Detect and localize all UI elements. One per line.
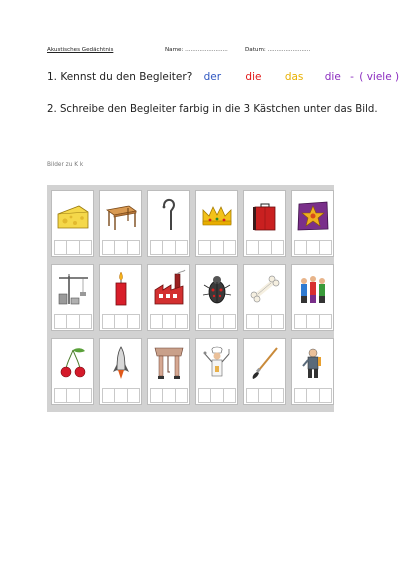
- candle-icon: [103, 268, 139, 310]
- picture-card-hook: [147, 190, 190, 257]
- factory-icon: [151, 268, 187, 310]
- article-dash: -: [350, 71, 354, 83]
- picture-card-cheese: [51, 190, 94, 257]
- picture-card-table: [99, 190, 142, 257]
- cherries-icon: [55, 342, 91, 384]
- article-die: die: [245, 71, 262, 83]
- worksheet-title: Akustisches Gedächtnis: [47, 47, 114, 53]
- cook-icon: [199, 342, 235, 384]
- children-group-icon: [295, 268, 331, 310]
- article-viele: ( viele ): [359, 71, 400, 83]
- bone-icon: [247, 268, 283, 310]
- date-field-label: Datum: ........................: [245, 47, 311, 53]
- picture-card-beetle: [195, 264, 238, 331]
- suitcase-icon: [247, 194, 283, 236]
- beetle-icon: [199, 268, 235, 310]
- picture-card-brush: [243, 338, 286, 405]
- picture-card-diver: [291, 338, 334, 405]
- task-2: 2. Schreibe den Begleiter farbig in die 3 Kästchen unter das Bild.: [47, 104, 378, 115]
- crane-icon: [55, 268, 91, 310]
- star-blanket-icon: [295, 194, 331, 236]
- picture-card-factory: [147, 264, 190, 331]
- picture-card-star-blanket: [291, 190, 334, 257]
- picture-card-suitcase: [243, 190, 286, 257]
- article-das: das: [284, 71, 304, 83]
- picture-card-crane: [51, 264, 94, 331]
- diver-icon: [295, 342, 331, 384]
- hook-icon: [151, 194, 187, 236]
- name-field-label: Name: ........................: [165, 47, 228, 53]
- crown-icon: [199, 194, 235, 236]
- article-die-plural: die: [324, 71, 341, 83]
- picture-card-cook: [195, 338, 238, 405]
- task-1: [47, 71, 399, 83]
- picture-card-bone: [243, 264, 286, 331]
- article-der: der: [203, 71, 222, 83]
- rocket-icon: [103, 342, 139, 384]
- picture-card-children: [291, 264, 334, 331]
- picture-card-cherries: [51, 338, 94, 405]
- table-icon: [103, 194, 139, 236]
- task-1-text: 1. Kennst du den Begleiter?: [47, 71, 193, 83]
- paint-brush-icon: [247, 342, 283, 384]
- picture-card-crown: [195, 190, 238, 257]
- picture-grid: [47, 185, 334, 412]
- cheese-icon: [55, 194, 91, 236]
- picture-card-candle: [99, 264, 142, 331]
- picture-card-cow-legs: [147, 338, 190, 405]
- picture-card-rocket: [99, 338, 142, 405]
- cow-legs-icon: [151, 342, 187, 384]
- picture-caption: Bilder zu K k: [47, 162, 84, 168]
